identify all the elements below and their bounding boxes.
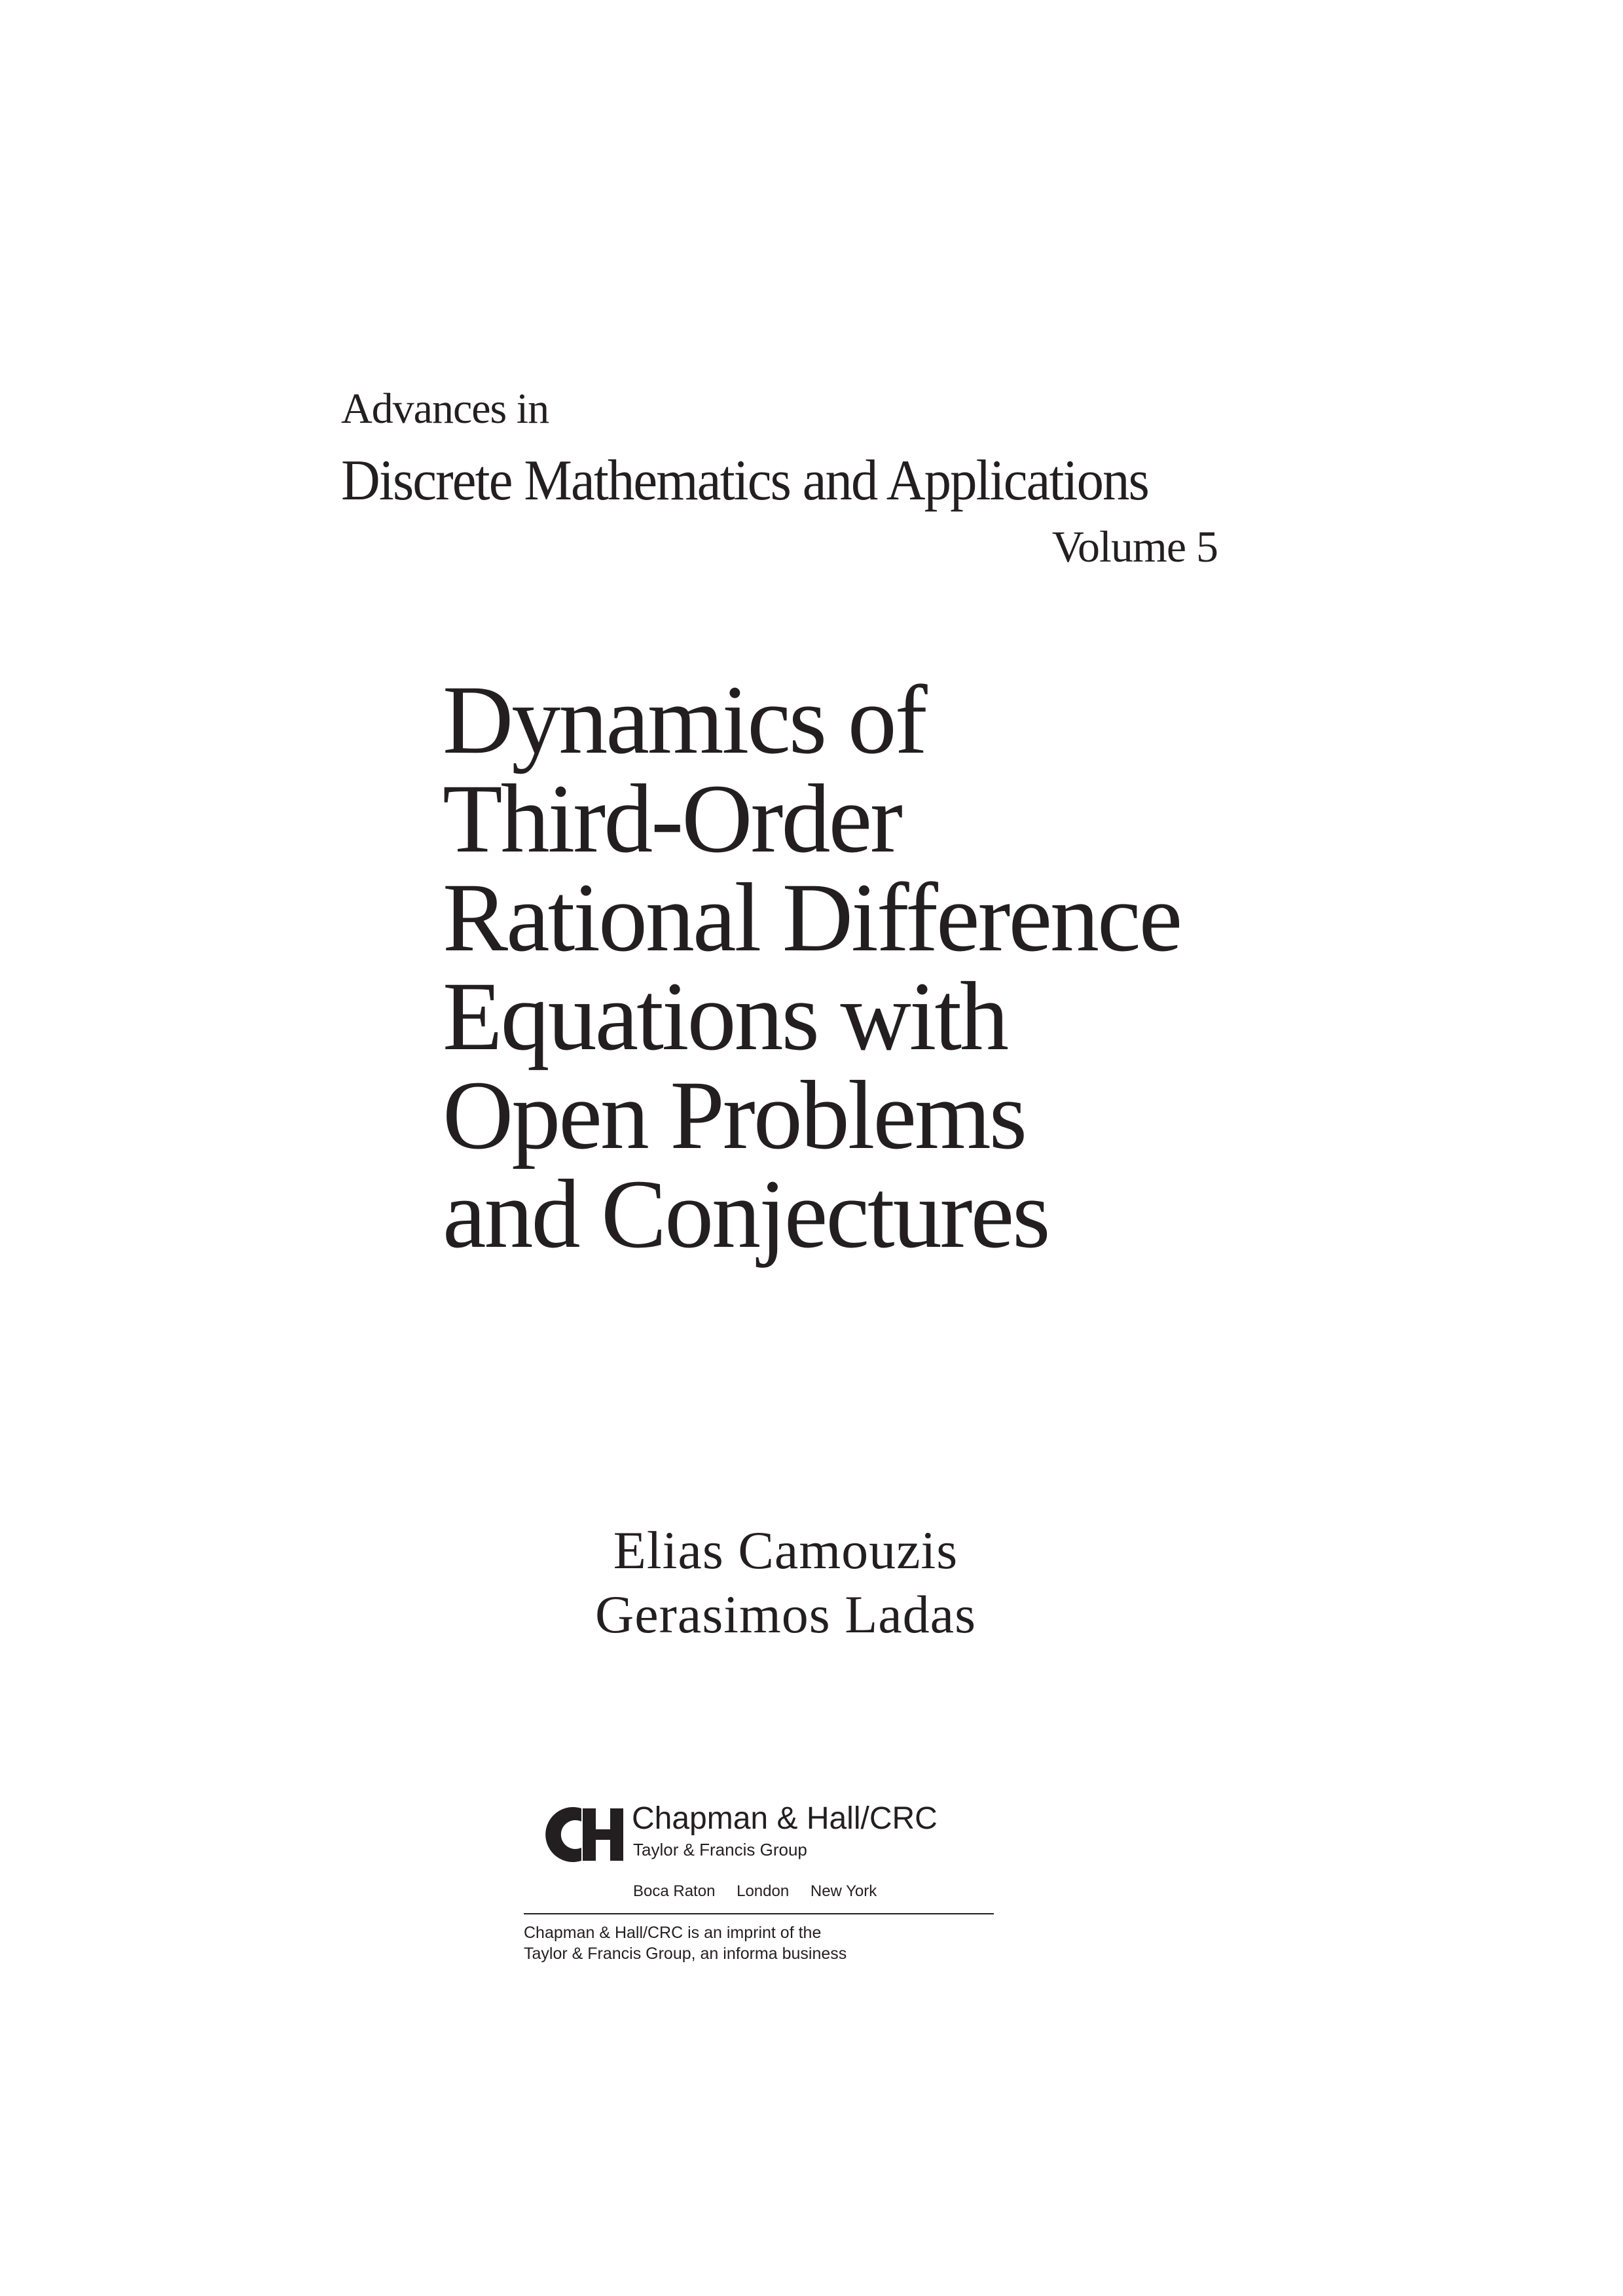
imprint-note-line: Chapman & Hall/CRC is an imprint of the xyxy=(524,1924,822,1942)
volume-number: Volume 5 xyxy=(1051,522,1218,571)
title-line: Rational Difference xyxy=(443,863,1181,972)
publisher-cities xyxy=(633,1882,877,1901)
title-line: Open Problems xyxy=(443,1061,1026,1170)
publisher-group: Taylor & Francis Group xyxy=(633,1840,807,1859)
imprint-note-line: Taylor & Francis Group, an informa business xyxy=(524,1945,847,1963)
series-title: Discrete Mathematics and Applications xyxy=(341,449,1148,512)
publisher-name: Chapman & Hall/CRC xyxy=(632,1801,938,1836)
imprint-note xyxy=(524,1922,847,1964)
authors xyxy=(0,1518,1571,1647)
publisher-block xyxy=(524,1803,995,1973)
city: Boca Raton xyxy=(633,1882,716,1900)
title-line: Dynamics of xyxy=(443,666,926,774)
title-line: Equations with xyxy=(443,962,1008,1071)
book-title xyxy=(443,666,1181,1268)
city: London xyxy=(737,1882,790,1900)
title-line: and Conjectures xyxy=(443,1160,1049,1268)
author-name: Gerasimos Ladas xyxy=(595,1585,976,1644)
series-prefix: Advances in xyxy=(341,385,549,433)
ch-logo-icon xyxy=(537,1803,625,1865)
title-line: Third-Order xyxy=(443,764,902,873)
author-name: Elias Camouzis xyxy=(613,1520,958,1580)
divider xyxy=(524,1913,994,1914)
city: New York xyxy=(810,1882,877,1900)
